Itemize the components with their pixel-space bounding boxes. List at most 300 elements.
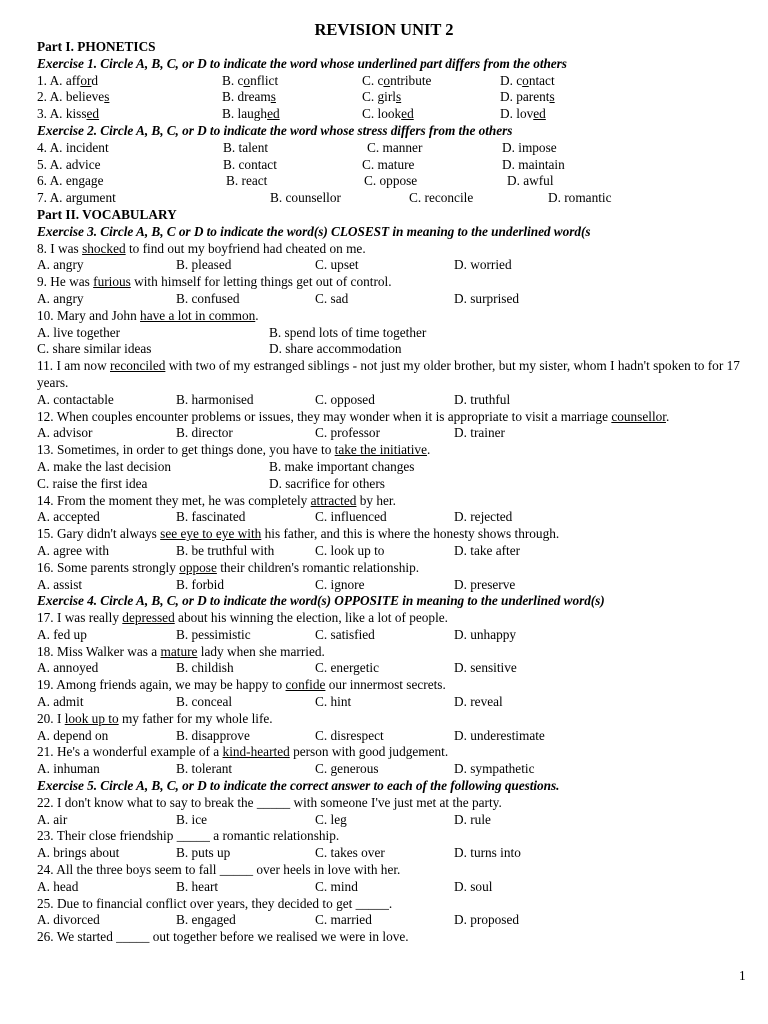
answer-option[interactable] [454,728,545,745]
question-text-end: our innermost secrets. [325,677,446,693]
answer-option[interactable] [269,476,385,493]
option-text: B. forbid [176,576,225,592]
answer-option[interactable] [176,728,250,745]
answer-option[interactable] [454,812,491,829]
answer-options-row [37,845,747,862]
option-text: D. trainer [454,425,505,441]
option-underlined: o [522,72,529,88]
document-content [37,39,747,946]
option-text: C. disrespect [315,727,384,743]
option-text: A. contactable [37,391,114,407]
answer-options-row [37,341,747,358]
answer-options-row [37,106,747,123]
answer-option[interactable] [37,341,151,358]
answer-option[interactable] [454,509,512,526]
option-text: C. married [315,912,372,928]
answer-options-row [37,694,747,711]
option-text: D. lov [500,106,534,122]
option-text: C. ignore [315,576,365,592]
question-text: 16. Some parents strongly [37,559,180,575]
answer-option[interactable] [315,392,375,409]
option-text: B. conceal [176,694,233,710]
answer-option[interactable] [176,627,251,644]
option-text: D. maintain [502,156,565,172]
question-text: 20. I [37,710,65,726]
option-text: D. rejected [454,509,513,525]
page-number: 1 [739,968,746,983]
option-text: B. heart [176,878,219,894]
answer-options-row [37,89,747,106]
question-underlined: shocked [82,240,126,256]
option-text: A. agree with [37,542,109,558]
option-underlined: ed [86,106,100,122]
option-text: D. sensitive [454,660,517,676]
answer-option[interactable] [37,392,114,409]
option-text: B. childish [176,660,234,676]
option-text: D. truthful [454,391,511,407]
option-text: C. generous [315,761,379,777]
answer-option[interactable] [315,879,358,896]
option-text: C. manner [367,139,423,155]
answer-option[interactable] [37,190,116,207]
question-stem [37,677,747,694]
answer-option[interactable] [315,728,384,745]
option-text: A. head [37,878,79,894]
answer-option[interactable] [176,879,218,896]
answer-option[interactable] [454,543,520,560]
question-underlined: kind-hearted [222,744,290,760]
answer-option[interactable] [176,577,224,594]
answer-option[interactable] [222,89,276,106]
option-text: B. disapprove [176,727,250,743]
answer-option[interactable] [315,543,384,560]
question-stem [37,308,747,325]
answer-option[interactable] [454,761,535,778]
option-text: D. romantic [548,190,612,206]
answer-option[interactable] [454,879,492,896]
answer-option[interactable] [454,845,521,862]
answer-option[interactable] [500,73,555,90]
answer-option[interactable] [269,459,415,476]
answer-options-row [37,627,747,644]
answer-options-row [37,660,747,677]
option-text: C. mature [362,156,415,172]
option-underlined: ed [401,106,414,122]
answer-option[interactable] [37,845,119,862]
option-text: B. fascinated [176,509,246,525]
exercise-instruction: Exercise 5. Circle A, B, C, or D to indicate the correct answer to each of the following questions. [37,778,560,794]
option-text: D. underestimate [454,727,545,743]
question-text-end: by her. [356,492,396,508]
answer-option[interactable] [37,761,100,778]
option-text: C. look [362,106,402,122]
question-text-end: about his winning the election, like a lot of people. [174,610,448,626]
question-text: 21. He's a wonderful example of a [37,744,223,760]
question-underlined: oppose [179,559,217,575]
question-text-end: to find out my boyfriend had cheated on me. [125,240,366,256]
option-text: D. turns into [454,845,521,861]
answer-option[interactable] [37,728,108,745]
answer-option[interactable] [315,761,379,778]
question-underlined: furious [93,274,131,290]
question-stem [37,442,747,459]
answer-options-row [37,509,747,526]
question-text-end: . [426,442,431,458]
answer-option[interactable] [37,425,92,442]
question-stem [37,493,747,510]
answer-option[interactable] [176,509,245,526]
answer-option[interactable] [454,257,512,274]
answer-options-row [37,912,747,929]
option-text: B. ice [176,811,208,827]
question-text: 8. I was [37,240,83,256]
question-stem [37,929,747,946]
question-stem [37,358,747,392]
answer-options-row [37,459,747,476]
answer-option[interactable] [269,341,402,358]
option-text: D. awful [507,173,554,189]
option-text: D. worried [454,257,512,273]
answer-option[interactable] [500,89,555,106]
answer-option[interactable] [37,627,87,644]
answer-option[interactable] [176,761,232,778]
answer-option[interactable] [37,325,120,342]
answer-option[interactable] [315,627,375,644]
option-text: A. make the last decision [37,458,172,474]
question-text: 15. Gary didn't always [37,526,161,542]
answer-option[interactable] [176,660,234,677]
option-text: A. live together [37,324,121,340]
option-text: A. advisor [37,425,93,441]
option-text: D. sympathetic [454,761,535,777]
question-underlined: reconciled [110,358,166,374]
option-text: C. hint [315,694,352,710]
option-underlined: or [80,72,92,88]
question-text: 9. He was [37,274,94,290]
question-text: 22. I don't know what to say to break the _____ with someone I've just met at the party. [37,794,502,810]
option-underlined: s [395,89,402,105]
option-text: D. proposed [454,912,519,928]
option-text: B. tolerant [176,761,233,777]
question-stem [37,526,747,543]
answer-option[interactable] [315,660,379,677]
option-text: D. unhappy [454,626,517,642]
answer-options-row [37,425,747,442]
option-text: C. raise the first idea [37,475,148,491]
answer-option[interactable] [454,694,503,711]
option-text: B. c [222,72,244,88]
question-text-end: their children's romantic relationship. [216,559,420,575]
answer-options-row [37,476,747,493]
option-text: B. react [226,173,268,189]
exercise-instruction: Exercise 3. Circle A, B, C or D to indicate the word(s) CLOSEST in meaning to the underlined word(s [37,223,591,239]
answer-option[interactable] [362,106,414,123]
question-text-end: my father for my whole life. [118,710,273,726]
answer-option[interactable] [315,425,380,442]
question-underlined: counsellor [611,408,666,424]
answer-option[interactable] [37,660,98,677]
answer-option[interactable] [454,660,517,677]
option-text: B. spend lots of time together [269,324,427,340]
question-stem [37,560,747,577]
option-text: B. make important changes [269,458,415,474]
answer-options-row [37,325,747,342]
answer-option[interactable] [37,140,109,157]
option-text: C. mind [315,878,358,894]
option-text: C. influenced [315,509,387,525]
option-text: C. opposed [315,391,375,407]
option-text: D. sacrifice for others [269,475,385,491]
answer-option[interactable] [176,694,232,711]
answer-option[interactable] [315,812,347,829]
answer-option[interactable] [37,694,84,711]
answer-options-row [37,761,747,778]
document-title: REVISION UNIT 2 [314,20,454,39]
option-text: 7. A. argument [37,190,116,206]
answer-option[interactable] [315,912,372,929]
option-text: C. leg [315,811,347,827]
answer-options-row [37,577,747,594]
option-text: D. preserve [454,576,516,592]
exercise-instruction: Exercise 2. Circle A, B, C, or D to indicate the word whose stress differs from the others [37,122,513,138]
section-heading: Part I. PHONETICS [37,39,156,54]
option-text: B. laugh [222,106,268,122]
answer-option[interactable] [37,106,99,123]
question-text-end: . [255,307,259,323]
answer-option[interactable] [37,509,100,526]
answer-option[interactable] [362,89,401,106]
option-text: C. oppose [364,173,418,189]
answer-option[interactable] [176,812,207,829]
answer-option[interactable] [315,694,351,711]
answer-option[interactable] [500,106,546,123]
answer-option[interactable] [176,257,231,274]
option-text: 5. A. advice [37,156,101,172]
answer-option[interactable] [362,157,414,174]
option-text: B. confused [176,290,240,306]
answer-option[interactable] [315,845,385,862]
option-text: C. look up to [315,542,385,558]
question-underlined: have a lot in common [140,307,256,323]
option-text: A. angry [37,257,84,273]
answer-option[interactable] [37,476,147,493]
answer-option[interactable] [502,157,565,174]
question-stem [37,409,747,426]
answer-option[interactable] [315,257,359,274]
answer-option[interactable] [37,812,67,829]
answer-option[interactable] [37,291,84,308]
question-underlined: confide [285,677,326,693]
answer-option[interactable] [176,392,254,409]
option-text: B. be truthful with [176,542,275,558]
question-stem [37,744,747,761]
option-underlined: s [104,89,110,105]
question-text-end: with himself for letting things get out of control. [130,274,392,290]
question-stem [37,828,747,845]
answer-option[interactable] [315,577,365,594]
answer-options-row [37,190,747,207]
answer-option[interactable] [364,173,417,190]
option-text: 3. A. kiss [37,106,87,122]
answer-options-row [37,73,747,90]
answer-options-row [37,812,747,829]
option-text: B. dream [222,89,271,105]
question-stem [37,610,747,627]
option-underlined: ed [267,106,280,122]
answer-option[interactable] [37,577,82,594]
question-text-end: his father, and this is where the honesty shows through. [261,526,560,542]
answer-option[interactable] [315,291,348,308]
question-text: 17. I was really [37,610,123,626]
option-text: C. upset [315,257,359,273]
answer-option[interactable] [454,291,519,308]
answer-options-row [37,728,747,745]
option-underlined: s [549,89,555,105]
option-text: B. pleased [176,257,232,273]
answer-option[interactable] [222,73,278,90]
answer-option[interactable] [176,912,236,929]
exercise-instruction: Exercise 4. Circle A, B, C, or D to indicate the word(s) OPPOSITE in meaning to the underlined word(s) [37,593,605,609]
option-text: D. soul [454,878,493,894]
answer-option[interactable] [507,173,554,190]
answer-options-row [37,543,747,560]
option-text-end: d [91,72,99,88]
question-stem [37,862,747,879]
option-text: A. fed up [37,626,87,642]
option-text: C. reconcile [409,190,474,206]
answer-option[interactable] [362,73,431,90]
answer-option[interactable] [454,425,505,442]
option-underlined: s [270,89,276,105]
option-text: D. take after [454,542,521,558]
option-underlined: o [243,72,251,88]
option-text: D. share accommodation [269,341,402,357]
question-text-end: lady when she married. [197,643,325,659]
option-text: 6. A. engage [37,173,104,189]
answer-options-row [37,392,747,409]
question-underlined: take the initiative [334,442,427,458]
answer-option[interactable] [37,73,98,90]
question-text: 13. Sometimes, in order to get things done, you have to [37,442,335,458]
answer-option[interactable] [176,291,240,308]
answer-option[interactable] [454,912,519,929]
answer-option[interactable] [222,106,280,123]
option-text: D. surprised [454,290,519,306]
option-text: B. engaged [176,912,236,928]
option-text: A. divorced [37,912,100,928]
answer-option[interactable] [270,190,341,207]
option-text: C. girl [362,89,396,105]
answer-option[interactable] [548,190,612,207]
option-text: D. c [500,72,523,88]
option-text: A. angry [37,290,84,306]
answer-option[interactable] [269,325,426,342]
question-underlined: look up to [64,710,119,726]
option-text: C. c [362,72,384,88]
question-underlined: depressed [122,610,175,626]
answer-options-row [37,257,747,274]
question-stem [37,711,747,728]
question-stem [37,241,747,258]
answer-option[interactable] [454,627,516,644]
exercise-instruction: Exercise 1. Circle A, B, C, or D to indicate the word whose underlined part differs from the others [37,55,567,71]
question-text: 10. Mary and John [37,307,141,323]
answer-options-row [37,140,747,157]
question-text-end: person with good judgement. [289,744,449,760]
answer-option[interactable] [502,140,557,157]
option-text: 1. A. aff [37,72,81,88]
option-text-end: nflict [250,72,279,88]
question-text: 12. When couples encounter problems or issues, they may wonder when it is appropriate to visit a marriage [37,408,612,424]
option-text-end: ntribute [390,72,432,88]
question-text: 24. All the three boys seem to fall _____ over heels in love with her. [37,862,401,878]
option-text: C. satisfied [315,626,375,642]
option-text: C. takes over [315,845,385,861]
section-heading: Part II. VOCABULARY [37,206,177,222]
option-text: C. share similar ideas [37,341,152,357]
option-text: A. air [37,811,68,827]
answer-option[interactable] [37,257,84,274]
answer-option[interactable] [223,140,268,157]
answer-option[interactable] [37,879,78,896]
answer-option[interactable] [454,392,510,409]
answer-option[interactable] [37,89,109,106]
option-text: A. inhuman [37,761,100,777]
answer-option[interactable] [454,577,515,594]
option-text: B. harmonised [176,391,254,407]
answer-option[interactable] [176,425,233,442]
answer-option[interactable] [176,543,274,560]
question-text: 25. Due to financial conflict over years, they decided to get _____. [37,895,393,911]
option-text: 2. A. believe [37,89,105,105]
question-text: 14. From the moment they met, he was completely [37,492,311,508]
option-text: B. pessimistic [176,626,251,642]
answer-option[interactable] [367,140,422,157]
option-text: C. sad [315,290,349,306]
answer-option[interactable] [37,459,171,476]
answer-option[interactable] [37,157,101,174]
answer-option[interactable] [176,845,230,862]
answer-option[interactable] [37,912,100,929]
option-text: D. impose [502,139,557,155]
option-text: D. parent [500,89,550,105]
option-text: A. assist [37,576,83,592]
answer-option[interactable] [226,173,267,190]
option-text: A. brings about [37,845,120,861]
option-underlined: o [383,72,391,88]
option-text: D. reveal [454,694,503,710]
option-text: 4. A. incident [37,139,109,155]
question-stem [37,644,747,661]
option-text: A. admit [37,694,84,710]
question-underlined: attracted [310,492,357,508]
option-text: A. accepted [37,509,100,525]
answer-option[interactable] [223,157,277,174]
answer-option[interactable] [315,509,387,526]
question-text: 18. Miss Walker was a [37,643,161,659]
question-text-end: . [665,408,670,424]
answer-options-row [37,291,747,308]
answer-option[interactable] [37,173,103,190]
question-text: 19. Among friends again, we may be happy to [37,677,286,693]
answer-option[interactable] [409,190,473,207]
option-text-end: ntact [528,72,555,88]
option-underlined: ed [533,106,546,122]
answer-option[interactable] [37,543,109,560]
question-text-end: with two of my estranged siblings - not just my older brother, but my sister, whom I hadn't spoken to for 17 years. [37,358,740,390]
option-text: A. depend on [37,727,109,743]
option-text: B. director [176,425,233,441]
